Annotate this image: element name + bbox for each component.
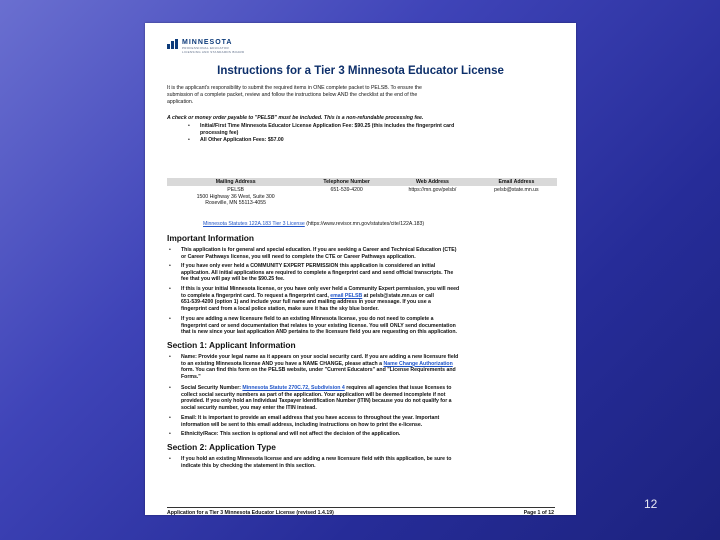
section1-email-line-1: Email: It is important to provide an email address that you have access to throughout the year. Important — [181, 415, 440, 421]
section1-name-line-4: Forms." — [181, 373, 201, 380]
section1-bullet-name — [169, 354, 459, 380]
section1-name-line-3: form. You can find this form on the PELSB website, under "Current Educators" and "License Requirements and — [181, 367, 456, 374]
section2-b1-line-2: indicate this by checking the statement in this section. — [181, 462, 316, 469]
section1-bullet-ssn — [169, 385, 452, 411]
important-bullet-1 — [169, 247, 457, 260]
section1-ssn-line-3: provided. If you only hold an Individual Taxpayer Identification Number (ITIN) because you do not qualify for a — [181, 398, 452, 405]
header-email-address: Email Address — [476, 178, 557, 186]
fee-bullet-1 — [188, 123, 455, 136]
logo-mark-icon — [167, 39, 179, 49]
important-b1-line-1: This application is for general and special education. If you are seeking a Career and Technical Education (CTE) — [181, 247, 457, 253]
document-title: Instructions for a Tier 3 Minnesota Educator License — [217, 65, 504, 77]
mail-line-3: Roseville, MN 55113-4055 — [205, 200, 267, 207]
section1-bullet-ethnicity — [169, 431, 401, 438]
section1-email-line-2: information will be sent to this email address, including instructions on how to print the e-license. — [181, 421, 423, 428]
important-b1-line-2: or Career Pathways license, you will need to complete the CTE or Career Pathways application. — [181, 253, 416, 260]
document-page — [145, 23, 576, 515]
statute-270c-link[interactable]: Minnesota Statute 270C.72, Subdivision 4 — [242, 385, 345, 391]
bullet-icon: • — [169, 385, 171, 391]
important-b2-line-3: fee that you will pay will be the $90.25 fee. — [181, 276, 285, 283]
bullet-icon: • — [188, 137, 190, 143]
section1-heading: Section 1: Applicant Information — [167, 340, 296, 350]
bullet-icon: • — [169, 456, 171, 462]
section1-ssn-line-1 — [181, 385, 452, 392]
fee2-text: All Other Application Fees: $57.00 — [200, 137, 284, 143]
statutes-link[interactable]: Minnesota Statutes 122A.183 Tier 3 License — [203, 221, 305, 227]
header-telephone: Telephone Number — [304, 178, 389, 186]
important-bullet-2 — [169, 263, 454, 283]
mail-line-1: PELSB — [227, 187, 245, 193]
important-b3-line-1: If this is your initial Minnesota license, or you have only ever held a Community Expert permission, you will need — [181, 286, 460, 292]
fee1-line-2: processing fee) — [200, 129, 239, 136]
section1-name-line-2a: to an existing Minnesota license AND you have a NAME CHANGE, please attach a — [181, 360, 384, 367]
intro-line-1: It is the applicant's responsibility to submit the required items in ONE complete packet to PELSB. To ensure the — [167, 85, 422, 91]
contact-table-header-row — [167, 178, 557, 186]
footer-page-number: Page 1 of 12 — [523, 510, 554, 515]
footer-divider — [167, 507, 555, 508]
header-web-address: Web Address — [389, 178, 476, 186]
important-heading: Important Information — [167, 233, 255, 243]
logo-subtitle-2: LICENSING AND STANDARDS BOARD — [182, 50, 245, 54]
important-bullet-3 — [169, 286, 460, 312]
minnesota-logo — [167, 39, 245, 54]
mail-line-2: 1500 Highway 36 West, Suite 300 — [196, 193, 275, 200]
fee-bullet-2 — [188, 137, 284, 144]
section1-name-line-1: Name: Provide your legal name as it appears on your social security card. If you are adding a new licensure field — [181, 354, 459, 360]
important-b3-line-2a: to complete a fingerprint card. To request a fingerprint card, — [181, 292, 331, 299]
section1-ssn-line-1a: Social Security Number: — [181, 385, 243, 391]
statutes-line — [203, 221, 424, 228]
contact-table — [167, 178, 557, 208]
intro-line-3: application. — [167, 99, 194, 105]
contact-table-row — [167, 186, 557, 208]
bullet-icon: • — [169, 286, 171, 292]
intro-line-2: submission of a complete packet, review and follow the instructions below AND the checklist at the end of the — [167, 92, 418, 98]
important-b3-line-2b: at pelsb@state.mn.us or call — [362, 292, 434, 299]
email-pelsb-link[interactable]: email PELSB — [330, 292, 363, 299]
section1-ssn-line-2: collect social security numbers as part of the application. Your application will be deemed incomplete if not — [181, 391, 446, 398]
section1-ssn-line-1b: requires all agencies that issue licenses to — [344, 385, 452, 391]
important-b3-line-3: 651-539-4200 (option 1) and include your full name and mailing address in your message. If you use a — [181, 299, 431, 306]
mailing-address-cell — [167, 186, 304, 208]
bullet-icon: • — [169, 247, 171, 253]
telephone-cell: 651-539-4200 — [330, 187, 363, 193]
bullet-icon: • — [169, 415, 171, 421]
bullet-icon: • — [169, 354, 171, 360]
slide-number: 12 — [644, 497, 658, 511]
payment-note: A check or money order payable to "PELSB" must be included. This is a non-refundable processing fee. — [167, 115, 424, 121]
important-b3-line-4: fingerprint card from a local police station, make sure it has the sky blue border. — [181, 305, 379, 312]
name-change-link[interactable]: Name Change Authorization — [383, 360, 453, 367]
important-b2-line-1: If you have only ever held a COMMUNITY EXPERT PERMISSION this application is considered an initial — [181, 263, 436, 269]
fee1-line-1: Initial/First Time Minnesota Educator License Application Fee: $90.25 (this includes the fingerprint card — [200, 123, 455, 129]
statutes-url: (https://www.revisor.mn.gov/statutes/cite/122A.183) — [304, 221, 425, 227]
email-address-cell[interactable]: pelsb@state.mn.us — [494, 187, 539, 193]
section2-bullet-1 — [169, 456, 452, 469]
important-b4-line-2: fingerprint card or send documentation that relates to your existing license. You will ONLY send documentation — [181, 322, 456, 329]
section1-bullet-email — [169, 415, 440, 428]
bullet-icon: • — [169, 431, 171, 437]
important-bullet-4 — [169, 316, 457, 336]
section1-ssn-line-4: social security number, you may enter the ITIN instead. — [181, 404, 317, 411]
section1-ethnicity-line-1: Ethnicity/Race: This section is optional and will not affect the decision of the application. — [181, 431, 401, 437]
important-b4-line-1: If you are adding a new licensure field to an existing Minnesota license, you do not need to complete a — [181, 316, 434, 322]
logo-subtitle-1: PROFESSIONAL EDUCATOR — [182, 46, 229, 50]
web-address-cell[interactable]: https://mn.gov/pelsb/ — [408, 187, 457, 193]
section2-heading: Section 2: Application Type — [167, 442, 276, 452]
section1-name-line-2 — [181, 361, 458, 368]
important-b4-line-3: that is new since your last application AND pertains to the licensure field you are requesting on this application. — [181, 329, 457, 336]
header-mailing-address: Mailing Address — [167, 178, 304, 186]
logo-wordmark: MINNESOTA — [182, 39, 233, 46]
bullet-icon: • — [169, 263, 171, 269]
bullet-icon: • — [169, 316, 171, 322]
important-b2-line-2: application. All initial applications are required to complete a fingerprint card and send official transcripts. The — [181, 269, 454, 276]
important-b3-line-2 — [181, 293, 459, 300]
footer-form-title: Application for a Tier 3 Minnesota Educator License (revised 1.4.19) — [167, 510, 334, 515]
bullet-icon: • — [188, 123, 190, 129]
section2-b1-line-1: If you hold an existing Minnesota license and are adding a new licensure field with this application, be sure to — [181, 456, 452, 462]
